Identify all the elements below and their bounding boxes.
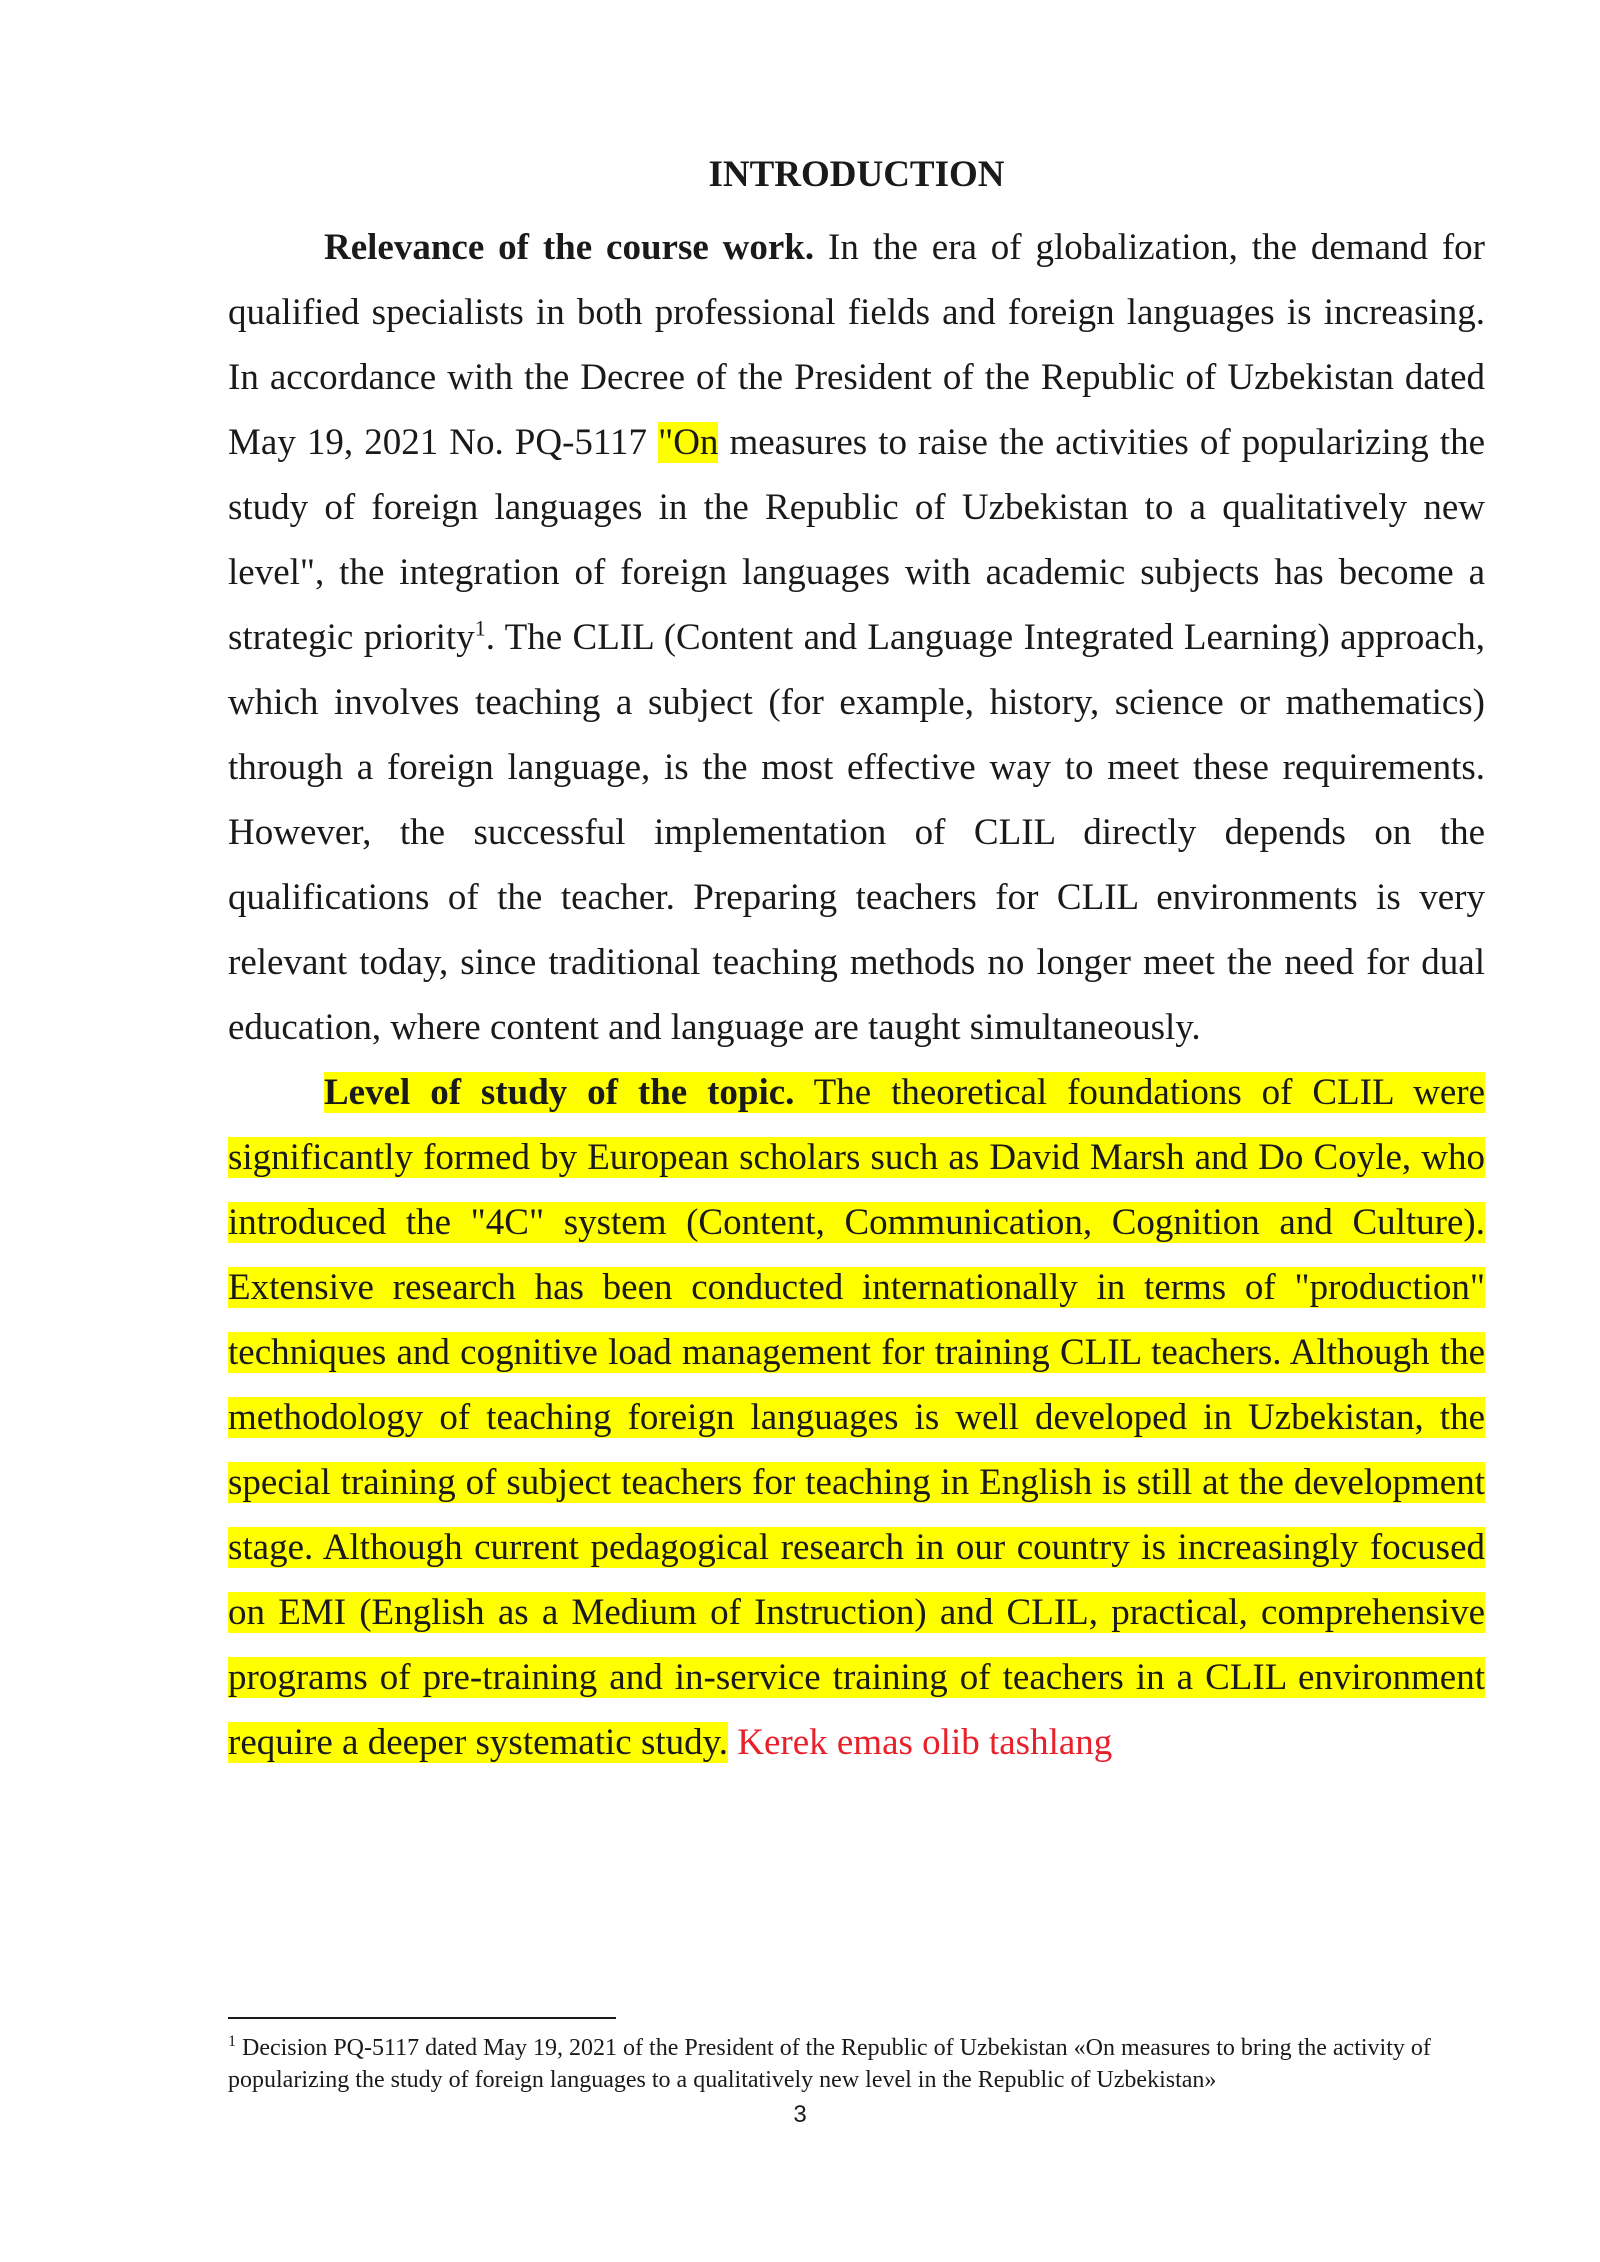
footnote: [228, 2032, 1485, 2096]
relevance-text-2: measures to raise the activities of popularizing the study of foreign languages in the Republic of Uzbekistan to a qualitatively new level", the integration of foreign languages with academic subjects has become a strategic priority: [228, 422, 1485, 658]
footnote-number: 1: [228, 2033, 236, 2050]
document-page: [228, 150, 1485, 1775]
level-of-study-label: Level of study of the topic.: [324, 1072, 795, 1113]
relevance-text-3: . The CLIL (Content and Language Integrated Learning) approach, which involves teaching a subject (for example, history, science or mathematics) through a foreign language, is the most effective way to meet these requirements. However, the successful implementation of CLIL directly depends on the qualifications of the teacher. Preparing teachers for CLIL environments is very relevant today, since traditional teaching methods no longer meet the need for dual education, where content and language are taught simultaneously.: [228, 617, 1486, 1048]
footnote-separator: [228, 2017, 616, 2019]
reviewer-note: Kerek emas olib tashlang: [737, 1722, 1113, 1763]
relevance-label: Relevance of the course work.: [324, 227, 815, 268]
highlighted-quote: "On: [658, 422, 719, 463]
level-of-study-highlight: [228, 1072, 1485, 1763]
relevance-paragraph: [228, 215, 1485, 1060]
page-title: INTRODUCTION: [708, 154, 1005, 195]
footnote-text: Decision PQ-5117 dated May 19, 2021 of the President of the Republic of Uzbekistan «On measures to bring the activity of popularizing the study of foreign languages to a qualitatively new level in the Republic of Uzbekistan»: [228, 2035, 1431, 2093]
level-of-study-paragraph: [228, 1060, 1485, 1775]
page-number: 3: [793, 2101, 807, 2128]
level-of-study-text: The theoretical foundations of CLIL were significantly formed by European scholars such as David Marsh and Do Coyle, who introduced the "4C" system (Content, Communication, Cognition and Culture). Extensive research has been conducted internationally in terms of "production" techniques and cognitive load management for training CLIL teachers. Although the methodology of teaching foreign languages is well developed in Uzbekistan, the special training of subject teachers for teaching in English is still at the development stage. Although current pedagogical research in our country is increasingly focused on EMI (English as a Medium of Instruction) and CLIL, practical, comprehensive programs of pre-training and in-service training of teachers in a CLIL environment require a deeper systematic study.: [228, 1072, 1485, 1763]
footnote-reference[interactable]: 1: [474, 615, 486, 641]
relevance-text-1: In the era of globalization, the demand for qualified specialists in both professional fields and foreign languages is increasing. In accordance with the Decree of the President of the Republic of Uzbekistan dated May 19, 2021 No. PQ-5117: [228, 227, 1486, 463]
